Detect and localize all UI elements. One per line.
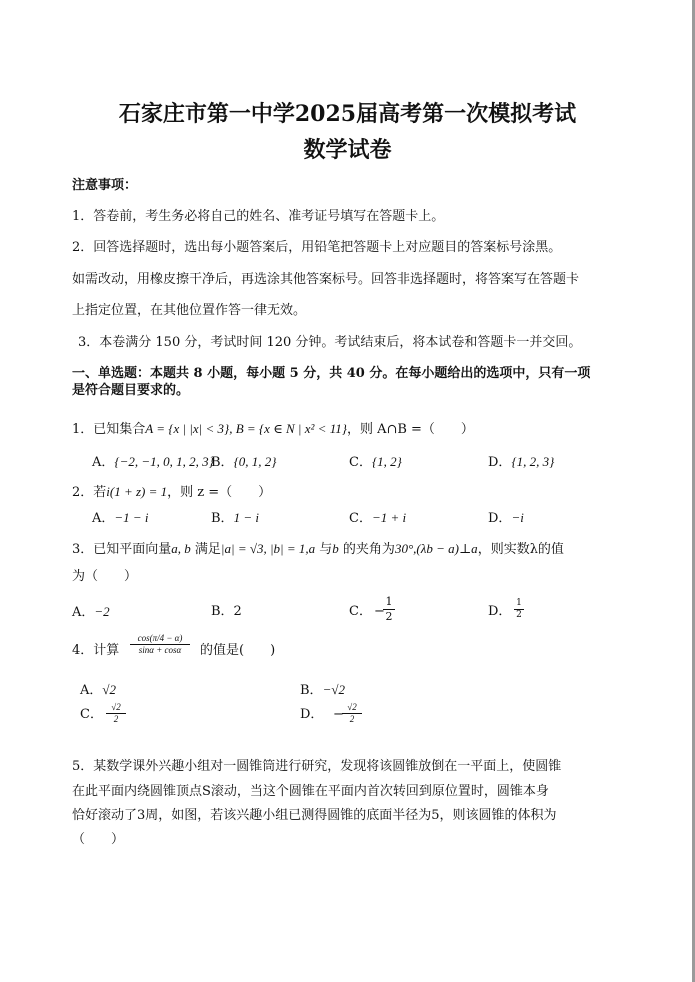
q3-option-a-label: A． <box>72 605 95 620</box>
q2-option-d <box>488 510 524 527</box>
q4-option-c-numerator: √2 <box>111 702 121 712</box>
q3-option-c-label: C． <box>349 604 372 619</box>
q2-tail: ，则 z =（ ） <box>167 485 272 500</box>
q1-option-c-label: C． <box>349 455 372 470</box>
q4-option-a-label: A． <box>80 683 103 698</box>
q4-option-b <box>300 682 345 699</box>
notice-item-3: 3．本卷满分 150 分，考试时间 120 分钟。考试结束后，将本试卷和答题卡一并交回。 <box>78 335 582 350</box>
q4-option-c-fraction <box>106 703 126 724</box>
exam-subtitle: 数学试卷 <box>303 137 392 163</box>
q3-option-d-denominator: 2 <box>516 610 522 620</box>
q2-option-c-label: C． <box>349 511 372 526</box>
q3-option-d-label: D． <box>488 604 512 619</box>
q1-option-a <box>92 454 214 471</box>
q4-option-a-value: √2 <box>102 682 117 697</box>
notice-item-2-cont-2: 上指定位置，在其他位置作答一律无效。 <box>72 303 307 318</box>
q1-set-b: , B = {x ∈ N | x² < 11} <box>229 421 347 436</box>
q1-option-d <box>488 454 554 471</box>
q1-tail: ，则 A∩B =（ ） <box>346 422 474 437</box>
q2-option-d-value: −i <box>511 510 524 525</box>
q3-prefix: 3．已知平面向量 <box>72 542 172 557</box>
q4-option-b-value: −√2 <box>322 682 345 697</box>
question-1-stem <box>72 421 474 438</box>
q2-prefix: 2．若 <box>72 485 107 500</box>
q2-option-a-label: A． <box>92 511 115 526</box>
q2-option-c-value: −1 + i <box>371 510 407 525</box>
q4-option-a <box>80 682 116 699</box>
q3-option-d-numerator: 1 <box>516 598 522 608</box>
q3-option-c-numerator: 1 <box>385 595 393 608</box>
q2-equation: i(1 + z) = 1 <box>106 484 168 499</box>
q1-option-d-label: D． <box>488 455 512 470</box>
q2-option-a-value: −1 − i <box>114 510 149 525</box>
q1-prefix: 1．已知集合 <box>72 422 146 437</box>
q1-option-c <box>349 454 402 471</box>
q4-denominator: sinα + cosα <box>138 645 182 655</box>
q3-vector-a: a <box>308 541 316 556</box>
q3-option-a-value: −2 <box>94 604 110 619</box>
q4-option-b-label: B． <box>300 683 323 698</box>
q3-line-2: 为（ ） <box>72 569 138 584</box>
q3-mid-3: 的夹角为 <box>338 542 395 557</box>
q1-option-a-label: A． <box>92 455 115 470</box>
q3-option-c-fraction <box>383 596 395 623</box>
q1-set-a: A = {x | |x| < 3} <box>145 421 230 436</box>
q2-option-a <box>92 510 149 527</box>
q4-prefix: 4．计算 <box>72 643 120 658</box>
q5-line-3: 恰好滚动了3周，如图，若该兴趣小组已测得圆锥的底面半径为5，则该圆锥的体积为 <box>72 808 557 823</box>
question-2-stem <box>72 484 271 501</box>
q3-option-c-sign: − <box>374 604 385 619</box>
q4-option-d-fraction <box>342 703 362 724</box>
notice-item-1: 1．答卷前，考生务必将自己的姓名、准考证号填写在答题卡上。 <box>72 209 445 224</box>
q3-mid-2: 与 <box>315 542 333 557</box>
q3-option-c-denominator: 2 <box>385 610 393 623</box>
q5-line-4: （ ） <box>72 832 125 847</box>
q3-option-d-fraction <box>514 599 524 620</box>
q4-expression-fraction <box>130 634 190 655</box>
q3-mid-1: 满足 <box>190 542 221 557</box>
q4-option-c-denominator: 2 <box>113 714 119 724</box>
q1-option-b-label: B． <box>211 455 234 470</box>
q3-angle-condition: 30°,(λb − a)⊥a <box>394 541 478 556</box>
section-heading-line-1: 一、单选题：本题共 8 小题，每小题 5 分，共 40 分。在每小题给出的选项中，只有一项 <box>72 366 591 381</box>
q4-tail: 的值是( ) <box>200 643 276 658</box>
q2-option-d-label: D． <box>488 511 512 526</box>
notice-item-2-cont-1: 如需改动，用橡皮擦干净后，再选涂其他答案标号。回答非选择题时，将答案写在答题卡 <box>72 272 580 287</box>
exam-title: 石家庄市第一中学2025届高考第一次模拟考试 <box>118 101 577 127</box>
q3-tail: ，则实数λ的值 <box>477 542 564 557</box>
q5-line-2: 在此平面内绕圆锥顶点S滚动，当这个圆锥在平面内首次转回到原位置时，圆锥本身 <box>72 784 549 799</box>
q4-option-d-sign: − <box>333 707 344 722</box>
q3-condition: |a| = √3, |b| = 1, <box>220 541 309 556</box>
q3-vector-b: b <box>332 541 339 556</box>
q1-option-c-value: {1, 2} <box>371 454 402 469</box>
q3-vectors: a, b <box>171 541 191 556</box>
q1-option-b-value: {0, 1, 2} <box>233 454 277 469</box>
question-3-stem <box>72 541 564 558</box>
q3-option-a <box>72 604 110 621</box>
q4-option-c-label: C． <box>80 707 103 722</box>
q4-numerator: cos(π/4 − α) <box>137 633 183 643</box>
notice-heading: 注意事项： <box>72 178 138 193</box>
section-heading-line-2: 是符合题目要求的。 <box>72 383 190 398</box>
q5-line-1: 5．某数学课外兴趣小组对一圆锥筒进行研究，发现将该圆锥放倒在一平面上，使圆锥 <box>72 759 562 774</box>
q1-option-a-value: {−2, −1, 0, 1, 2, 3} <box>114 454 214 469</box>
q2-option-b-value: 1 − i <box>233 510 259 525</box>
q1-option-b <box>211 454 276 471</box>
q3-option-b: B．2 <box>211 604 242 619</box>
q1-option-d-value: {1, 2, 3} <box>511 454 555 469</box>
q2-option-b <box>211 510 259 527</box>
notice-item-2: 2．回答选择题时，选出每小题答案后，用铅笔把答题卡上对应题目的答案标号涂黑。 <box>72 240 562 255</box>
q4-option-d-label: D． <box>300 707 324 722</box>
q4-option-d-denominator: 2 <box>349 714 355 724</box>
q2-option-c <box>349 510 406 527</box>
q2-option-b-label: B． <box>211 511 234 526</box>
q4-option-d-numerator: √2 <box>347 702 357 712</box>
